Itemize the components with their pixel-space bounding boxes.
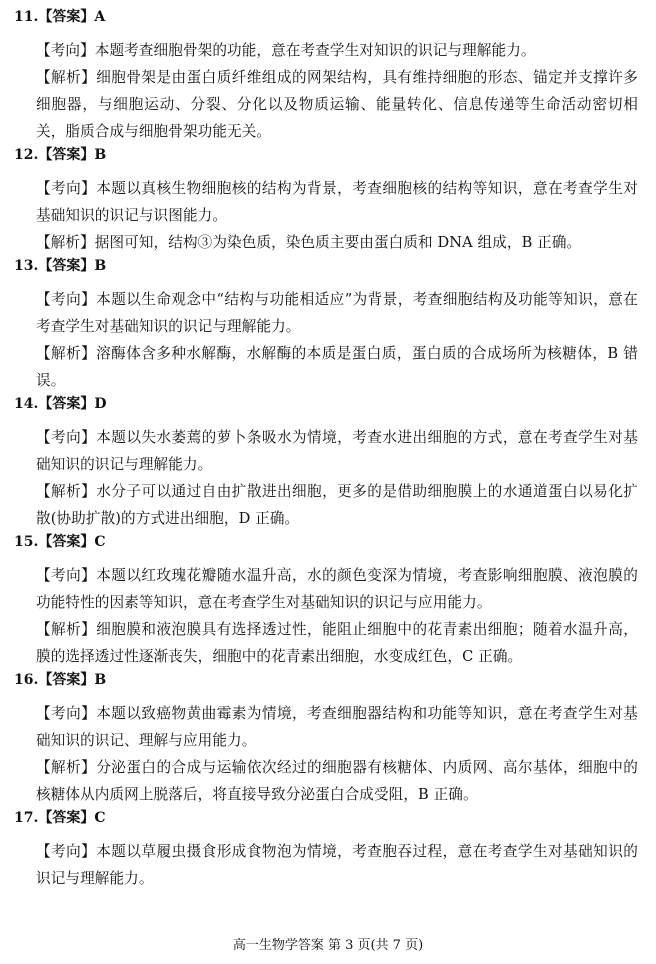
jiexi-paragraph: 【解析】水分子可以通过自由扩散进出细胞，更多的是借助细胞膜上的水通道蛋白以易化扩散(协助扩散)的方式进出细胞，D 正确。 [36, 483, 638, 527]
answer-line: 17.【答案】C [14, 810, 106, 826]
jiexi-paragraph: 【解析】细胞膜和液泡膜具有选择透过性，能阻止细胞中的花青素出细胞；随着水温升高，膜的选择透过性逐渐丧失，细胞中的花青素出细胞，水变成红色，C 正确。 [36, 621, 638, 665]
kaoxiang-paragraph: 【考向】本题考查细胞骨架的功能，意在考查学生对知识的识记与理解能力。 [36, 42, 536, 59]
answer-line: 14.【答案】D [14, 396, 107, 412]
kaoxiang-paragraph: 【考向】本题以红玫瑰花瓣随水温升高，水的颜色变深为情境，考查影响细胞膜、液泡膜的功能特性的因素等知识，意在考查学生对基础知识的识记与应用能力。 [36, 567, 638, 611]
jiexi-paragraph: 【解析】细胞骨架是由蛋白质纤维组成的网架结构，具有维持细胞的形态、锚定并支撑许多细胞器，与细胞运动、分裂、分化以及物质运输、能量转化、信息传递等生命活动密切相关，脂质合成与细胞骨架功能无关。 [36, 69, 638, 140]
answer-line: 15.【答案】C [14, 534, 106, 550]
jiexi-paragraph: 【解析】分泌蛋白的合成与运输依次经过的细胞器有核糖体、内质网、高尔基体，细胞中的核糖体从内质网上脱落后，将直接导致分泌蛋白合成受阻，B 正确。 [36, 759, 638, 803]
answer-line: 16.【答案】B [14, 672, 107, 688]
answer-line: 12.【答案】B [14, 147, 107, 163]
question-13 [14, 257, 638, 394]
answer-line: 11.【答案】A [14, 9, 106, 25]
jiexi-paragraph: 【解析】溶酶体含多种水解酶，水解酶的本质是蛋白质，蛋白质的合成场所为核糖体，B 错误。 [36, 345, 638, 389]
kaoxiang-paragraph: 【考向】本题以生命观念中“结构与功能相适应”为背景，考查细胞结构及功能等知识，意在考查学生对基础知识的识记与理解能力。 [36, 291, 638, 335]
question-14 [14, 395, 638, 532]
question-17 [14, 809, 638, 892]
jiexi-paragraph: 【解析】据图可知，结构③为染色质，染色质主要由蛋白质和 DNA 组成，B 正确。 [36, 234, 582, 251]
kaoxiang-paragraph: 【考向】本题以致癌物黄曲霉素为情境，考查细胞器结构和功能等知识，意在考查学生对基础知识的识记、理解与应用能力。 [36, 705, 638, 749]
question-16 [14, 671, 638, 808]
question-12 [14, 146, 638, 256]
page-footer: 高一生物学答案 第 3 页(共 7 页) [232, 938, 424, 953]
kaoxiang-paragraph: 【考向】本题以失水萎蔫的萝卜条吸水为情境，考查水进出细胞的方式，意在考查学生对基础知识的识记与理解能力。 [36, 429, 638, 473]
answer-line: 13.【答案】B [14, 258, 107, 274]
question-11 [14, 8, 638, 145]
question-15 [14, 533, 638, 670]
kaoxiang-paragraph: 【考向】本题以真核生物细胞核的结构为背景，考查细胞核的结构等知识，意在考查学生对基础知识的识记与识图能力。 [36, 180, 638, 224]
kaoxiang-paragraph: 【考向】本题以草履虫摄食形成食物泡为情境，考查胞吞过程，意在考查学生对基础知识的识记与理解能力。 [36, 843, 638, 887]
